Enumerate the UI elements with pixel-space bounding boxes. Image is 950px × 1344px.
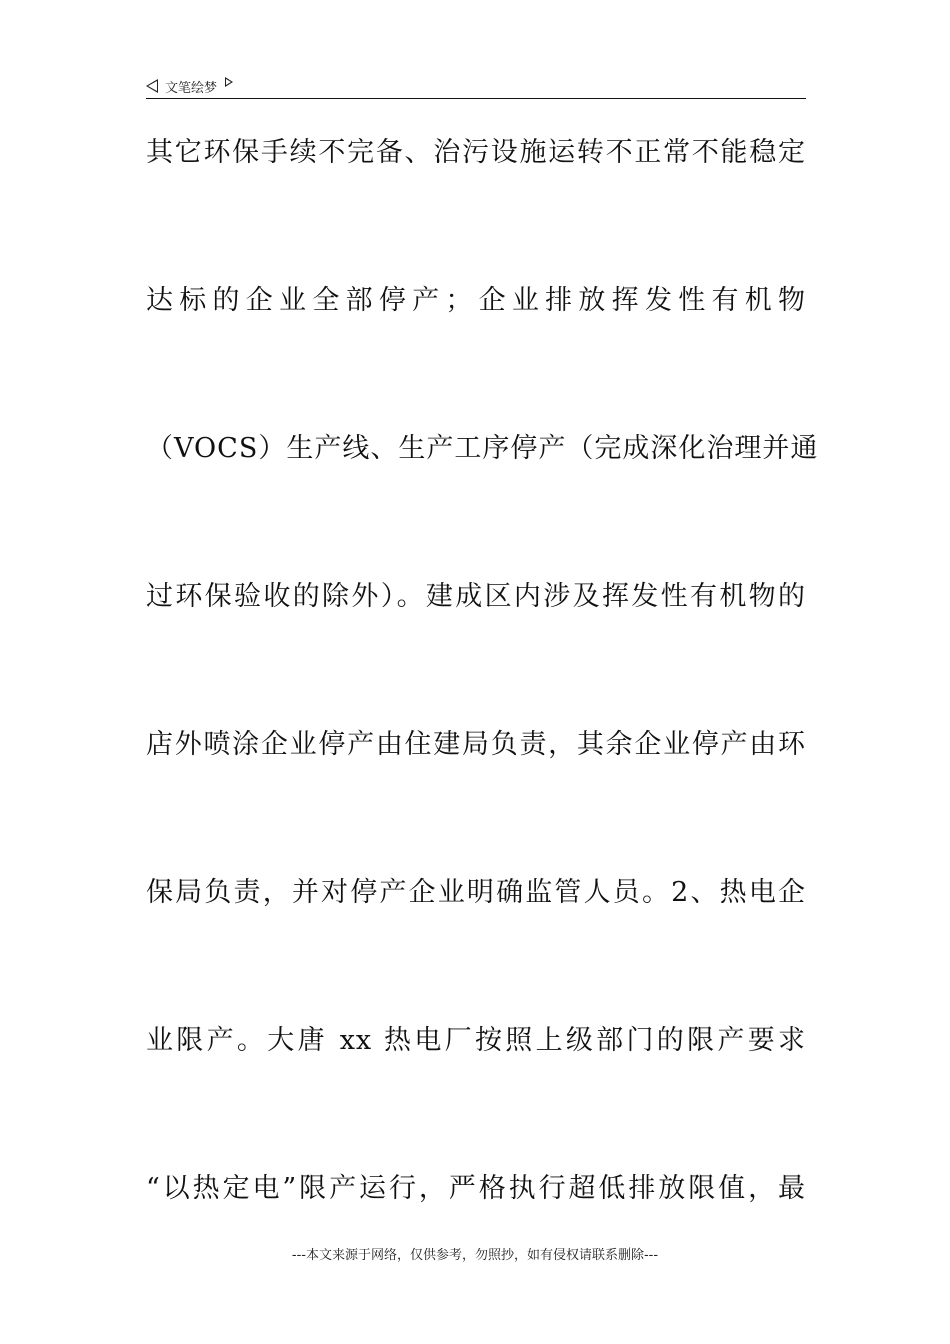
body-line: 业限产。大唐 xx 热电厂按照上级部门的限产要求 (146, 1025, 806, 1056)
document-body (146, 129, 819, 1313)
body-line: 保局负责，并对停产企业明确监管人员。2、热电企 (146, 877, 806, 908)
body-line: 达标的企业全部停产；企业排放挥发性有机物 (146, 285, 806, 316)
triangle-left-icon (146, 79, 158, 93)
body-line: （VOCS）生产线、生产工序停产（完成深化治理并通 (146, 433, 819, 464)
header-divider (146, 98, 806, 99)
body-line: 店外喷涂企业停产由住建局负责，其余企业停产由环 (146, 729, 806, 760)
header-title: 文笔绘梦 (165, 80, 218, 96)
body-line: “以热定电”限产运行，严格执行超低排放限值，最 (146, 1173, 806, 1204)
body-line: 过环保验收的除外）。建成区内涉及挥发性有机物的 (146, 581, 806, 612)
page-header (146, 74, 806, 98)
body-line: 其它环保手续不完备、治污设施运转不正常不能稳定 (146, 137, 806, 168)
triangle-right-icon (225, 77, 233, 87)
footer-notice: ---本文来源于网络，仅供参考，勿照抄，如有侵权请联系删除--- (291, 1248, 659, 1263)
